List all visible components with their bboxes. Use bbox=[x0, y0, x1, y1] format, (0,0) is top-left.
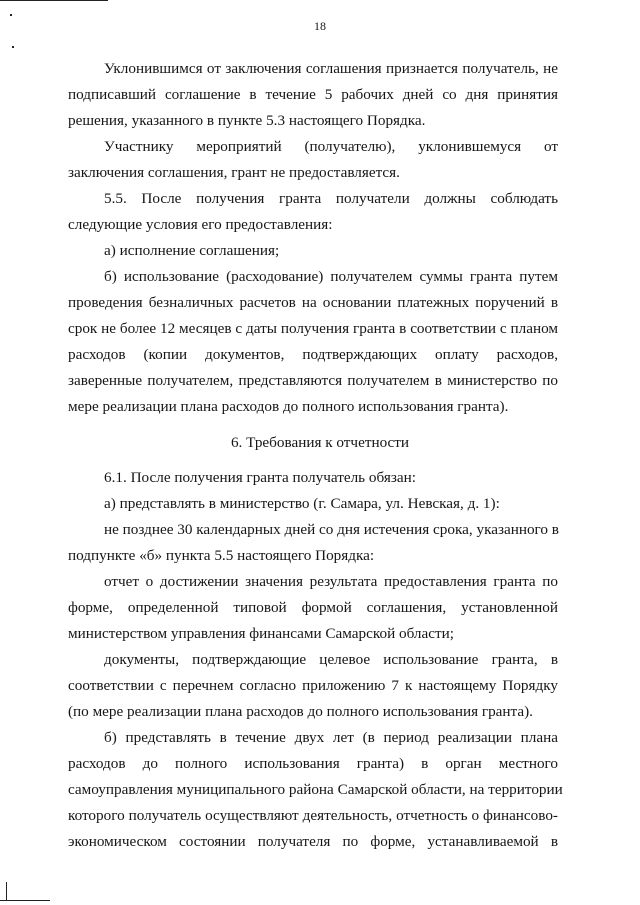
text-line-24: соответствии с перечнем согласно приложению 7 к настоящему Порядку bbox=[68, 677, 558, 694]
text-line-14: мере реализации плана расходов до полного использования гранта). bbox=[68, 398, 509, 415]
text-line-22: министерством управления финансами Самарской области; bbox=[68, 625, 454, 642]
text-line-9: б) использование (расходование) получателем суммы гранта путем bbox=[104, 268, 558, 285]
text-line-28: самоуправления муниципального района Самарской области, на территории bbox=[68, 781, 563, 798]
text-line-8: а) исполнение соглашения; bbox=[104, 242, 280, 259]
text-line-16: 6.1. После получения гранта получатель обязан: bbox=[104, 469, 416, 486]
scan-dot-top bbox=[10, 14, 12, 16]
text-line-6: 5.5. После получения гранта получатели должны соблюдать bbox=[104, 190, 558, 207]
text-line-18: не позднее 30 календарных дней со дня истечения срока, указанного в bbox=[104, 521, 559, 538]
text-line-21: форме, определенной типовой формой соглашения, установленной bbox=[68, 599, 558, 616]
scan-edge-line-top bbox=[0, 0, 108, 1]
scan-edge-line-bottom bbox=[0, 900, 50, 901]
text-line-7: следующие условия его предоставления: bbox=[68, 216, 333, 233]
text-line-17: а) представлять в министерство (г. Самара, ул. Невская, д. 1): bbox=[104, 495, 500, 512]
text-line-23: документы, подтверждающие целевое использование гранта, в bbox=[104, 651, 558, 668]
page-number: 18 bbox=[314, 19, 326, 33]
text-line-19: подпункте «б» пункта 5.5 настоящего Порядка: bbox=[68, 547, 375, 564]
scan-edge-tick-bottom bbox=[6, 882, 7, 900]
text-line-13: заверенные получателем, представляются получателем в министерство по bbox=[68, 372, 558, 389]
text-line-12: расходов (копии документов, подтверждающих оплату расходов, bbox=[68, 346, 558, 363]
scan-dot-left bbox=[12, 46, 14, 48]
text-line-4: Участнику мероприятий (получателю), уклонившемуся от bbox=[104, 138, 558, 155]
text-line-29: которого получатель осуществляют деятельность, отчетность о финансово- bbox=[68, 807, 558, 824]
text-line-25: (по мере реализации плана расходов до полного использования гранта). bbox=[68, 703, 533, 720]
text-line-3: решения, указанного в пункте 5.3 настоящего Порядка. bbox=[68, 112, 426, 129]
text-line-27: расходов до полного использования гранта) в орган местного bbox=[68, 755, 558, 772]
text-line-1: Уклонившимся от заключения соглашения признается получатель, не bbox=[104, 60, 558, 77]
text-line-2: подписавший соглашение в течение 5 рабочих дней со дня принятия bbox=[68, 86, 558, 103]
text-line-10: проведения безналичных расчетов на основании платежных поручений в bbox=[68, 294, 558, 311]
text-line-30: экономическом состоянии получателя по форме, устанавливаемой в bbox=[68, 833, 558, 850]
text-line-26: б) представлять в течение двух лет (в период реализации плана bbox=[104, 729, 558, 746]
section-heading: 6. Требования к отчетности bbox=[230, 434, 410, 451]
text-line-11: срок не более 12 месяцев с даты получения гранта в соответствии с планом bbox=[68, 320, 558, 337]
text-line-20: отчет о достижении значения результата предоставления гранта по bbox=[104, 573, 558, 590]
text-line-5: заключения соглашения, грант не предоставляется. bbox=[68, 164, 400, 181]
